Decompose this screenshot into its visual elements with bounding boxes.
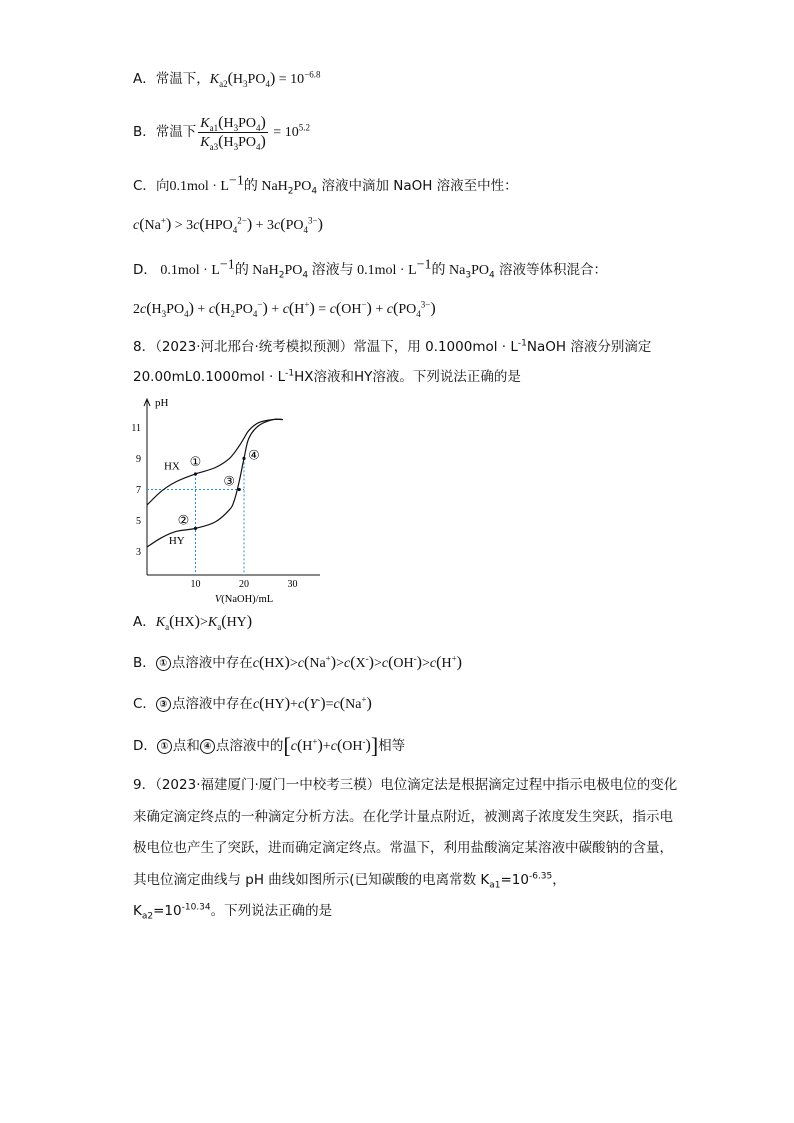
stem-text-1b: NaOH 溶液分别滴定 bbox=[526, 339, 652, 355]
ion-h2po4: H bbox=[220, 302, 231, 317]
text-2: 的 NaH bbox=[243, 179, 288, 194]
q8-option-d[interactable]: D． ① 点和 ④ 点溶液中的[c(H+)+c(OH-)]相等 bbox=[133, 733, 406, 758]
text-3: PO bbox=[284, 263, 303, 278]
text-3: PO bbox=[293, 179, 312, 194]
gt-sign: > bbox=[199, 615, 208, 630]
option-label: D． bbox=[133, 738, 157, 754]
formula-po: PO bbox=[247, 72, 266, 87]
ka2-k: K bbox=[133, 903, 142, 919]
text-1: 向 bbox=[155, 178, 170, 194]
q7-option-c[interactable]: C．向$0.1mol \cdot L^{-1}$的 $NaH_2PO_4$ 溶液中滴加 NaOH 溶液至中性： bbox=[133, 173, 518, 197]
exponent: 5.2 bbox=[298, 122, 310, 133]
acid-hy: HY bbox=[226, 615, 247, 630]
concentration: 0.1mol · L bbox=[169, 179, 229, 194]
concentration-1: 0.1mol · L bbox=[156, 263, 220, 278]
option-label: A． bbox=[133, 71, 156, 87]
q9-tail: 。下列说法正确的是 bbox=[210, 903, 333, 919]
text-and: 点和 bbox=[172, 738, 200, 754]
y-tick-label: 3 bbox=[136, 547, 141, 559]
ka1-sub: a1 bbox=[489, 880, 501, 891]
q8-option-a[interactable]: A．$K_a(HX)>K_a(HY)$ bbox=[133, 613, 253, 632]
option-label: C． bbox=[133, 178, 156, 194]
x-tick-label: 20 bbox=[239, 579, 249, 590]
ion-h: H bbox=[302, 739, 313, 754]
question-source: （2023·河北邢台·统考模拟预测） bbox=[155, 339, 354, 355]
text-4: 溶液中滴加 NaOH 溶液至中性： bbox=[317, 178, 518, 194]
option-text: 点溶液中存在 bbox=[171, 655, 253, 671]
num-sub: a1 bbox=[209, 122, 219, 133]
option-label: C． bbox=[133, 696, 156, 712]
plus-three: + 3 bbox=[252, 218, 275, 233]
gt-three: > 3 bbox=[171, 218, 194, 233]
option-label: A． bbox=[133, 614, 156, 630]
option-label: B． bbox=[133, 124, 156, 140]
ion-hpo4: HPO bbox=[204, 218, 233, 233]
text-7: 溶液等体积混合： bbox=[494, 262, 608, 278]
den-sub: a3 bbox=[209, 141, 219, 152]
option-text: 点溶液中存在 bbox=[171, 696, 253, 712]
plus-1: + bbox=[193, 302, 209, 317]
q7-option-d-expression: $2c(H_3PO_4) + c(H_2PO_4^-) + c(H^+) = c(OH^-) + c(PO_4^{3-})$ bbox=[133, 299, 436, 319]
ion-x: X bbox=[355, 656, 366, 671]
q7-option-b[interactable] bbox=[133, 112, 310, 153]
text-2: 的 NaH bbox=[234, 263, 279, 278]
ion-na: Na bbox=[144, 218, 161, 233]
equals-ten: = 10 bbox=[275, 72, 305, 87]
q9-text: 9．（2023·福建厦门·厦门一中校考三模）电位滴定法是根据滴定过程中指示电极电位的变化来确定滴定终点的一种滴定分析方法。在化学计量点附近，被测离子浓度发生突跃，指示电极电位也产生了突跃，进而确定滴定终点。常温下，利用盐酸滴定某溶液中碳酸钠的含量，其电位滴定曲线与 pH 曲线如图所示(已知碳酸的电离常数 K bbox=[133, 777, 678, 888]
point-marker: ① bbox=[156, 656, 171, 671]
sub-3: 3 bbox=[243, 78, 248, 89]
coef-2: 2 bbox=[133, 302, 140, 317]
y-axis-label: pH bbox=[155, 397, 169, 409]
q7-option-d[interactable]: D． $0.1mol \cdot L^{-1}$的 $NaH_2PO_4$ 溶液与 $0.1mol \cdot L^{-1}$的 $Na_3PO_4$ 溶液等体积混合： bbox=[133, 257, 608, 281]
ka2-exp: -10.34 bbox=[181, 902, 211, 913]
ka2-eq: =10 bbox=[153, 903, 182, 919]
data-point-3 bbox=[238, 488, 241, 491]
series-label-hx: HX bbox=[163, 460, 180, 473]
curve-hy bbox=[147, 419, 283, 547]
ka2-sub: a2 bbox=[141, 911, 154, 922]
option-label: D． bbox=[133, 262, 157, 278]
y-tick-label: 7 bbox=[136, 485, 141, 496]
q7-option-c-expression: $c(Na^+) > 3c(HPO_4^{2-}) + 3c(PO_4^{3-})$ bbox=[133, 215, 323, 235]
text-6: PO bbox=[471, 263, 489, 278]
exponent: −1 bbox=[228, 173, 244, 189]
k-symbol: K bbox=[209, 72, 220, 87]
option-text: 常温下， bbox=[155, 71, 210, 87]
q7-option-a[interactable]: A．常温下，$K_{a2}(H_3PO_4) = 10^{-6.8}$ bbox=[133, 69, 321, 89]
ion-oh: OH bbox=[341, 302, 362, 317]
ion-oh: OH bbox=[393, 656, 414, 671]
x-tick-label: 10 bbox=[190, 579, 201, 590]
question-number: 8． bbox=[133, 339, 156, 355]
point-marker: ③ bbox=[156, 697, 171, 712]
k-sub: a2 bbox=[219, 78, 228, 89]
q9-comma: ， bbox=[552, 871, 566, 888]
ion-h3po4: H bbox=[151, 302, 162, 317]
point-marker-4: ④ bbox=[200, 739, 215, 754]
point-marker-1: ① bbox=[157, 739, 172, 754]
ion-po4: PO bbox=[285, 218, 304, 233]
sub-4: 4 bbox=[265, 78, 270, 89]
x-axis-label: V(NaOH)/mL bbox=[214, 594, 274, 605]
plus-2: + bbox=[267, 302, 283, 317]
q8-option-c[interactable]: C． ③ 点溶液中存在c(HY)+c(Y-)=c(Na+) bbox=[133, 694, 372, 712]
y-tick-label: 5 bbox=[136, 516, 141, 528]
formula-h: H bbox=[232, 72, 244, 87]
ka-fraction: $\frac{K_{a1}(H_3PO_4)}{K_{a3}(H_3PO_4)}$ bbox=[200, 113, 266, 152]
acid-hy: HY bbox=[264, 697, 285, 712]
ion-h: H bbox=[294, 302, 305, 317]
option-label: B． bbox=[133, 655, 156, 671]
text-5: 的 Na bbox=[431, 263, 466, 278]
point-label-3: ③ bbox=[223, 474, 235, 490]
plus-3: + bbox=[371, 302, 387, 317]
ion-na: Na bbox=[345, 697, 362, 712]
data-point-1 bbox=[194, 472, 197, 475]
y-tick-label: 9 bbox=[136, 453, 141, 465]
option-text: 点溶液中的 bbox=[215, 738, 284, 754]
acid-hx: HX bbox=[174, 615, 195, 630]
q8-stem-line1: 8．（2023·河北邢台·统考模拟预测）常温下，用 $0.1000mol \cdot L^{-1}NaOH$ 溶液分别滴定 bbox=[133, 338, 652, 355]
stem-text-2b: HX溶液和HY溶液。下列说法正确的是 bbox=[294, 369, 521, 385]
ion-h: H bbox=[441, 656, 452, 671]
data-point-4 bbox=[242, 457, 245, 460]
data-point-2 bbox=[194, 527, 197, 530]
option-text: 常温下 bbox=[155, 124, 197, 140]
q8-stem-line2: $20.00mL0.1000mol \cdot L^{-1}HX$溶液和HY溶液。下列说法正确的是 bbox=[133, 368, 521, 385]
y-tick-label: 11 bbox=[131, 422, 141, 434]
exponent: −6.8 bbox=[304, 69, 321, 80]
text-4: 溶液与 0.1mol · L bbox=[308, 263, 417, 278]
series-label-hy: HY bbox=[168, 534, 185, 547]
text-equal: 相等 bbox=[378, 738, 406, 754]
equals: = bbox=[314, 302, 330, 317]
ion-po4: PO bbox=[398, 302, 417, 317]
point-label-4: ④ bbox=[248, 448, 260, 464]
ion-y: Y bbox=[309, 697, 318, 712]
stem-text-1: 常温下，用 0.1000mol · L bbox=[353, 339, 518, 355]
point-label-2: ② bbox=[177, 513, 190, 529]
ka1-exp: -6.35 bbox=[528, 871, 553, 881]
x-tick-label: 30 bbox=[287, 579, 298, 590]
equals-ten: = 10 bbox=[269, 125, 299, 140]
q8-option-b[interactable]: B． ① 点溶液中存在c(HX)>c(Na+)>c(X-)>c(OH-)>c(H+) bbox=[133, 653, 462, 671]
ion-oh: OH bbox=[342, 739, 363, 754]
point-label-1: ① bbox=[189, 454, 202, 470]
titration-chart bbox=[130, 392, 330, 605]
q9-paragraph bbox=[133, 770, 678, 928]
c-symbol: c bbox=[133, 218, 140, 233]
stem-text-2: 20.00mL0.1000mol · L bbox=[133, 369, 286, 385]
ka1-eq: =10 bbox=[500, 871, 529, 888]
